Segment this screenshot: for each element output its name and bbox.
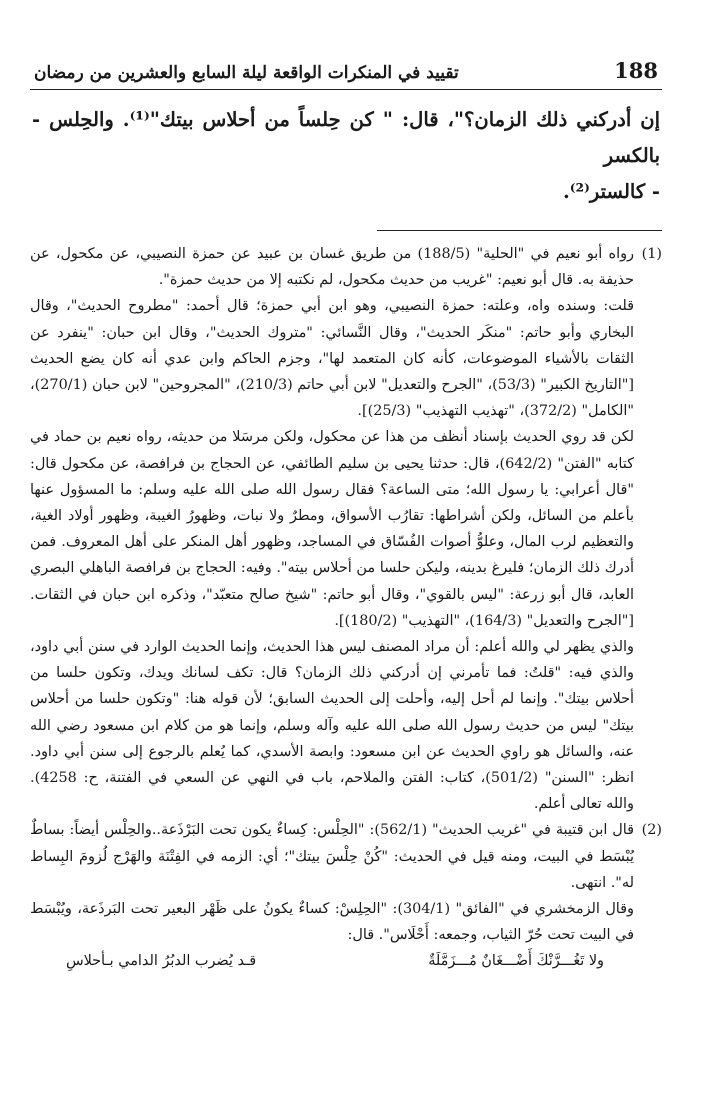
footnote-2-number: (2) [641, 822, 662, 839]
page-number: 188 [614, 58, 658, 83]
footnote-1-paragraph: والذي يظهر لي والله أعلم: أن مراد المصنف ليس هذا الحديث، وإنما الحديث الوارد في سنن أبي داود، والذي فيه: "قلتُ: فما تأمرني إن أدركني ذلك الزمان؟ قال: تكف لسانك ويدك، وتكون حلسا من أحلاس بيتك". وإنما لم أحل إليه، وأحلت إلى الحديث السابق؛ لأن قوله هنا: "وتكون حلسا من أحلاس بيتك" ليس من حديث رسول الله صلى الله عليه وآله وسلم، وإنما هو من كلام ابن مسعود رضي الله عنه، والسائل هو راوي الحديث عن ابن مسعود: وابصة الأسدي، كما يُعلم بالرجوع إلى سنن أبي داود. انظر: "السنن" (501/2)، كتاب: الفتن والملاحم، باب في النهي عن السعي في الفتنة، ح: 4258). والله تعالى أعلم. [30, 639, 634, 813]
footnote-1 [30, 241, 662, 817]
verse-first-hemistich: ولا تَغُـــرَّنْكَ أَضْـــغَانٌ مُـــزَمَّلَةٌ [428, 953, 604, 970]
footnote-1-paragraph: لكن قد روي الحديث بإسناد أنظف من هذا عن محكول، ولكن مرسَلا من حديثه، رواه نعيم بن حماد في كتابه "الفتن" (642/2)، قال: حدثنا يحيى بن سليم الطائفي، عن الحجاج بن فرافصة، عن مكحول قال: "قال أعرابي: يا رسول الله؛ متى الساعة؟ فقال رسول الله صلى الله عليه وسلم: ما المسؤول عنها بأعلم من السائل، ولكن أشراطها: تقارُب الأسواق، ومطرٌ ولا نبات، وظهورُ الغيبة، وظهور أولاد الغية، والتعظيم لرب المال، وعلوُّ أصوات الفُسّاق في المساجد، وظهور أهل المنكر على أهل المعروف. فمن أدرك ذلك الزمان؛ فليرغ بدينه، وليكن حلسا من أحلاس بيته". وفيه: الحجاج بن فرافصة الباهلي البصري العابد، قال أبو زرعة: "ليس بالقوي"، وقال أبو حاتم: "شيخ صالح متعبّد"، وذكره ابن حبان في الثقات. ["الجرح والتعديل" (164/3)، "التهذيب" (180/2)]. [30, 429, 634, 629]
poetry-verse [30, 948, 634, 974]
main-text-line-2: - كالستر⁽²⁾. [562, 180, 660, 203]
footnote-2-paragraph: وقال الزمخشري في "الفائق" (304/1): "الحِلِسْ: كساءٌ يكونُ على ظَهْر البعير تحت البَرذَعة، ويُبْسَط في البيت تحت حُرّ الثياب، وجمعه: أَحْلَاس". قال: [30, 901, 634, 944]
footnote-separator [30, 230, 662, 231]
footnote-1-paragraph: قلت: وسنده واه، وعلته: حمزة النصيبي، وهو ابن أبي حمزة؛ قال أحمد: "مطروح الحديث"، وقال البخاري وأبو حاتم: "منكَر الحديث"، وقال النَّسائي: "متروك الحديث"، وقال ابن حبان: "ينفرد عن الثقات بالأشياء الموضوعات، كأنه كان المتعمد لها"، وجزم الحاكم وابن عدي أنه كان يضع الحديث ["التاريخ الكبير" (53/3)، "الجرح والتعديل" لابن أبي حاتم (210/3)، "المجروحين" لابن حبان (270/1)، "الكامل" (372/2)، "تهذيب التهذيب" (25/3)]. [30, 298, 634, 420]
footnote-1-paragraph: رواه أبو نعيم في "الحلية" (188/5) من طريق غسان بن عبيد عن حمزة النصيبي، عن مكحول، عن حذيفة به. قال أبو نعيم: "غريب من حديث مكحول، لم نكتبه إلا من حديث حمزة". [30, 246, 634, 289]
footnote-2 [30, 817, 662, 974]
main-text [30, 102, 662, 210]
footnote-2-paragraph: قال ابن قتيبة في "غريب الحديث" (562/1): "الحِلْس: كِساءٌ يكون تحت البَرْذَعة..والحِلْس أيضاً: بساطٌ يُبْسَط في البيت، ومنه قيل في الحديث: "كُنْ حِلْسَ بيتك"؛ أي: الزمه في الفِتْنَة والهَرْج لُزومَ البِساط له". انتهى. [30, 822, 634, 891]
page-header [30, 58, 662, 90]
verse-second-hemistich: قـد يُضرب الدبُرُ الدامي بـأحلاسِ [66, 953, 257, 970]
main-text-line-1: إن أدركني ذلك الزمان؟"، قال: " كن حِلساً من أحلاس بيتك"⁽¹⁾. والحِلس - بالكسر [32, 108, 660, 167]
footnotes [30, 241, 662, 974]
running-title: تقييد في المنكرات الواقعة ليلة السابع والعشرين من رمضان [34, 63, 459, 83]
footnote-1-number: (1) [641, 246, 662, 262]
book-page [30, 58, 662, 974]
